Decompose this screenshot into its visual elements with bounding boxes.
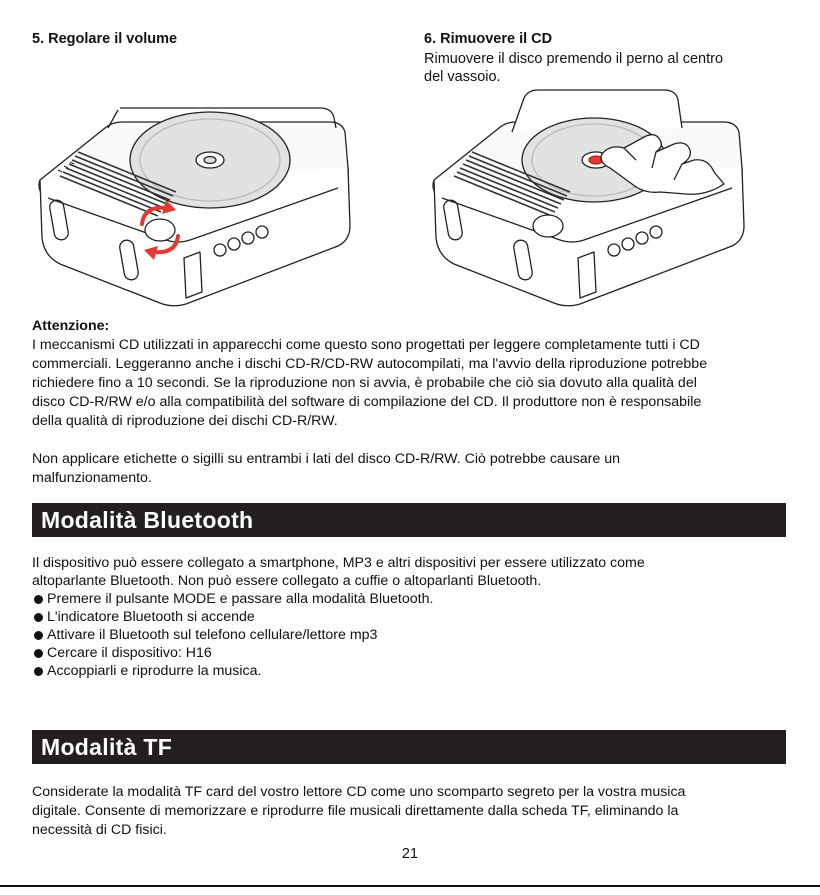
text-line: I meccanismi CD utilizzati in apparecchi come questo sono progettati per leggere completamente tutti i CD — [32, 337, 700, 353]
cd-player-remove-disc-illustration — [424, 88, 756, 310]
attention-section — [32, 317, 792, 507]
list-item-text: Accoppiarli e riprodurre la musica. — [47, 663, 262, 679]
bullet-dot-icon — [34, 595, 43, 604]
list-item-text: Premere il pulsante MODE e passare alla modalità Bluetooth. — [47, 591, 434, 607]
text-line: Il dispositivo può essere collegato a smartphone, MP3 e altri dispositivi per essere utilizzato come — [32, 555, 645, 571]
bullet-dot-icon — [34, 649, 43, 658]
text-line: altoparlante Bluetooth. Non può essere collegato a cuffie o altoparlanti Bluetooth. — [32, 573, 542, 589]
attention-paragraph-1 — [32, 336, 792, 431]
list-item — [32, 644, 792, 662]
bottom-divider — [0, 885, 820, 887]
step6-desc-line: Rimuovere il disco premendo il perno al centro — [424, 51, 724, 67]
list-item-text: L'indicatore Bluetooth si accende — [47, 609, 255, 625]
list-item-text: Attivare il Bluetooth sul telefono cellulare/lettore mp3 — [47, 627, 378, 643]
step6-desc-line: del vassoio. — [424, 69, 501, 85]
text-line: richiedere fino a 10 secondi. Se la riproduzione non si avvia, è probabile che ciò sia dovuto alla qualità del — [32, 375, 697, 391]
list-item — [32, 590, 792, 608]
bluetooth-steps-list — [32, 590, 792, 680]
text-line: Considerate la modalità TF card del vostro lettore CD come uno scomparto segreto per la vostra musica — [32, 784, 686, 800]
text-line: Non applicare etichette o sigilli su entrambi i lati del disco CD-R/RW. Ciò potrebbe causare un — [32, 451, 621, 467]
text-line: malfunzionamento. — [32, 470, 152, 486]
bluetooth-section-body — [32, 554, 792, 680]
bullet-dot-icon — [34, 631, 43, 640]
step6-title: 6. Rimuovere il CD — [424, 31, 553, 47]
list-item — [32, 608, 792, 626]
bullet-dot-icon — [34, 667, 43, 676]
attention-title: Attenzione: — [32, 318, 110, 334]
bullet-dot-icon — [34, 613, 43, 622]
list-item — [32, 626, 792, 644]
attention-paragraph-2 — [32, 450, 792, 488]
page-number: 21 — [401, 846, 419, 862]
list-item-text: Cercare il dispositivo: H16 — [47, 645, 212, 661]
tf-section-body — [32, 783, 792, 840]
text-line: commerciali. Leggeranno anche i dischi CD-R/CD-RW autocompilati, ma l'avvio della riproduzione potrebbe — [32, 356, 708, 372]
step6-description — [424, 50, 723, 86]
text-line: digitale. Consente di memorizzare e riprodurre file musicali direttamente dalla scheda TF, eliminando la — [32, 803, 679, 819]
text-line: disco CD-R/RW e/o alla compatibilità del software di compilazione del CD. Il produttore non è responsabile — [32, 394, 702, 410]
text-line: necessità di CD fisici. — [32, 822, 167, 838]
text-line: della qualità di riproduzione dei dischi CD-R/RW. — [32, 413, 338, 429]
cd-player-volume-illustration — [30, 88, 360, 310]
list-item — [32, 662, 792, 680]
tf-section-heading: Modalità TF — [32, 730, 786, 764]
bluetooth-section-heading: Modalità Bluetooth — [32, 503, 786, 537]
step5-title: 5. Regolare il volume — [32, 31, 178, 47]
